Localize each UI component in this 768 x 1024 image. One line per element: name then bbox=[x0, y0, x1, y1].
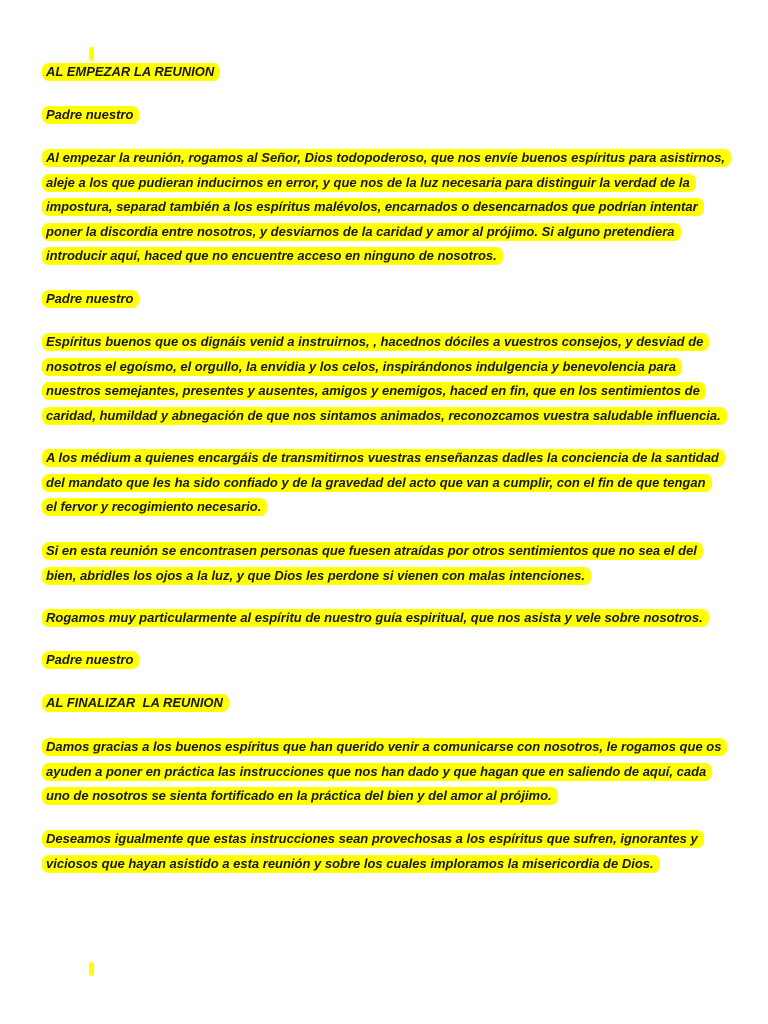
paragraph-line: viciosos que hayan asistido a esta reunión y sobre los cuales imploramos la misericordia de Dios. bbox=[46, 855, 654, 871]
paragraph-line: Rogamos muy particularmente al espíritu de nuestro guía espiritual, que nos asista y vele sobre nosotros. bbox=[46, 610, 703, 625]
paragraph-line: nuestros semejantes, presentes y ausentes, amigos y enemigos, haced en fin, que en los sentimientos de bbox=[46, 383, 700, 398]
paragraph-line: aleje a los que pudieran inducirnos en error, y que nos de la luz necesaria para distinguir la verdad de la bbox=[46, 174, 690, 190]
paragraph-other-sentiments bbox=[42, 539, 703, 588]
paragraph-line: nosotros el egoísmo, el orgullo, la envidia y los celos, inspirándonos indulgencia y benevolencia para bbox=[46, 358, 676, 374]
paragraph-spiritual-guide bbox=[42, 606, 709, 631]
paragraph-mediums bbox=[42, 446, 725, 520]
paragraph-line: A los médium a quienes encargáis de transmitirnos vuestras enseñanzas dadles la conciencia de la santidad bbox=[46, 450, 719, 465]
paragraph-line: uno de nosotros se sienta fortificado en la práctica del bien y del amor al prójimo. bbox=[46, 788, 552, 803]
paragraph-line: poner la discordia entre nosotros, y desviarnos de la caridad y amor al prójimo. Si alguno pretendiera bbox=[46, 223, 675, 239]
paragraph-line: ayuden a poner en práctica las instrucciones que nos han dado y que hagan que en saliendo de aquí, cada bbox=[46, 763, 707, 779]
paragraph-opening-prayer bbox=[42, 146, 731, 269]
paragraph-line: del mandato que les ha sido confiado y de la gravedad del acto que van a cumplir, con el fin de que tengan bbox=[46, 474, 706, 490]
paragraph-good-spirits bbox=[42, 330, 727, 428]
paragraph-line: Si en esta reunión se encontrasen personas que fuesen atraídas por otros sentimientos que no sea el del bbox=[46, 543, 697, 558]
paragraph-line: Deseamos igualmente que estas instrucciones sean provechosas a los espíritus que sufren, ignorantes y bbox=[46, 831, 698, 846]
padre-nuestro-3: Padre nuestro bbox=[42, 648, 139, 673]
section-title-end: AL FINALIZAR LA REUNION bbox=[42, 691, 229, 716]
paragraph-line: Espíritus buenos que os dignáis venid a instruirnos, , hacednos dóciles a vuestros consejos, y desviad de bbox=[46, 334, 704, 349]
section-title-start: AL EMPEZAR LA REUNION bbox=[42, 60, 220, 85]
paragraph-line: Damos gracias a los buenos espíritus que han querido venir a comunicarse con nosotros, le rogamos que os bbox=[46, 739, 722, 754]
padre-nuestro-2: Padre nuestro bbox=[42, 287, 139, 312]
paragraph-line: introducir aquí, haced que no encuentre acceso en ninguno de nosotros. bbox=[46, 248, 497, 263]
paragraph-line: impostura, separad también a los espíritus malévolos, encarnados o desencarnados que podrían intentar bbox=[46, 199, 698, 214]
paragraph-line: el fervor y recogimiento necesario. bbox=[46, 499, 262, 514]
paragraph-closing-wish bbox=[42, 827, 704, 876]
highlight-mark-top bbox=[89, 47, 94, 61]
paragraph-line: bien, abridles los ojos a la luz, y que Dios les perdone si vienen con malas intenciones. bbox=[46, 567, 585, 583]
padre-nuestro-1: Padre nuestro bbox=[42, 103, 139, 128]
paragraph-thanks bbox=[42, 735, 727, 809]
highlight-mark-bottom bbox=[89, 962, 94, 976]
paragraph-line: caridad, humildad y abnegación de que nos sintamos animados, reconozcamos vuestra saludable influencia. bbox=[46, 407, 721, 423]
paragraph-line: Al empezar la reunión, rogamos al Señor, Dios todopoderoso, que nos envíe buenos espíritus para asistirnos, bbox=[46, 150, 726, 165]
